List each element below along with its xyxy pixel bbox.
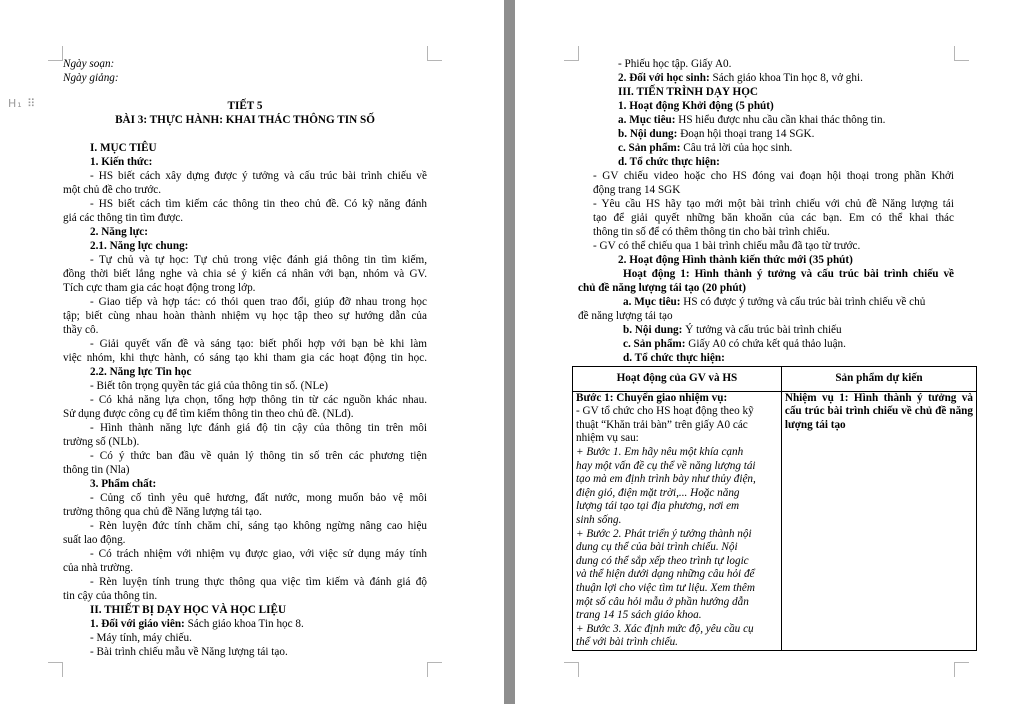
subsection-heading: 2.2. Năng lực Tin học [90,366,192,378]
text-line: giá các thông tin tìm được. [63,212,184,224]
text-line: - Biết tôn trọng quyền tác giả của thông tin số. (NLe) [90,380,328,392]
text-line: động trang 14 SGK [593,184,681,196]
cell-line: điện gió, điện mặt trời,... Hoặc năng [576,486,740,499]
text-line: - HS biết cách xây dựng được ý tưởng và cấu trúc bài trình chiếu về [90,170,427,182]
label: b. Nội dung: [623,324,683,336]
text-line: của nhà trường. [63,562,134,574]
text: Sách giáo khoa Tin học 8. [184,618,304,630]
subsection-heading: d. Tổ chức thực hiện: [623,352,725,364]
text-line: - Hình thành năng lực đánh giá độ tin cậy của thông tin trên môi [90,422,427,434]
section-heading: I. MỤC TIÊU [90,142,157,154]
text-line: đồng thời biết lắng nghe và chia sẻ ý kiến cá nhân với bạn, nhóm và GV. [63,268,427,280]
table-row [573,391,977,650]
text-line [618,113,885,127]
table-cell-product [781,391,976,650]
activity-table [572,366,977,651]
cell-line: thuật “Khăn trải bàn” trên giấy A0 các [576,418,748,431]
subsection-heading: 2.1. Năng lực chung: [90,240,189,252]
lesson-period: TIẾT 5 [227,100,263,112]
label: c. Sản phẩm: [623,338,686,350]
text-line [623,295,925,309]
text-line: việc nhóm, khi thực hành, có sáng tạo khi tham gia các hoạt động tin học. [63,352,427,364]
crop-mark [427,46,442,61]
text-line: thầy cô. [63,324,99,336]
label: 1. Đối với giáo viên: [90,618,185,630]
crop-mark [48,662,63,677]
text-line: tạo để giải quyết những băn khoăn của các bạn. Em có thể khai thác [593,212,954,224]
text-line: - GV có thể chiếu qua 1 bài trình chiếu mẫu đã tạo từ trước. [593,240,861,252]
text-line: Sử dụng được công cụ để tìm kiếm thông tin theo chủ đề. (NLd). [63,408,354,420]
crop-mark [954,46,969,61]
text-line: - Máy tính, máy chiếu. [90,632,192,644]
text-line [623,323,842,337]
text-line: suất lao động. [63,534,126,546]
label: 2. Đối với học sinh: [618,72,710,84]
section-heading: II. THIẾT BỊ DẠY HỌC VÀ HỌC LIỆU [90,604,287,616]
text-line [90,617,304,631]
cell-line: + Bước 2. Phát triển ý tưởng thành nội [576,527,752,540]
text-line: một chủ đề cho trước. [63,184,162,196]
subsection-heading: 2. Hoạt động Hình thành kiến thức mới (35 phút) [618,254,853,266]
subsection-heading: 2. Năng lực: [90,226,148,238]
heading-drag-handle-icon[interactable]: H₁ ⠿ [8,97,37,110]
text-line: - Giao tiếp và hợp tác: có thói quen trao đổi, giúp đỡ nhau trong học [90,296,427,308]
text-line: - Có ý thức ban đầu về quản lý thông tin số trên các phương tiện [90,450,427,462]
text-line: trường số (NLb). [63,436,140,448]
text-line: - Tự chủ và tự học: Tự chủ trong việc đánh giá thông tin tìm kiếm, [90,254,427,266]
subsection-heading: 1. Hoạt động Khởi động (5 phút) [618,100,774,112]
lesson-title: BÀI 3: THỰC HÀNH: KHAI THÁC THÔNG TIN SỐ [115,114,375,126]
text-line: thông tin (Nla) [63,464,130,476]
text: Đoạn hội thoại trang 14 SGK. [677,128,815,140]
cell-line: hay một vấn đề cụ thể về năng lượng tái [576,459,756,472]
cell-line: + Bước 1. Em hãy nêu một khía cạnh [576,445,744,458]
text-line [618,141,792,155]
text-line: thông tin số để có thêm thông tin cho bài trình chiếu. [593,226,830,238]
subsection-heading: 1. Kiến thức: [90,156,153,168]
crop-mark [48,46,63,61]
section-heading: III. TIẾN TRÌNH DẠY HỌC [618,86,758,98]
subsection-heading: Hoạt động 1: Hình thành ý tưởng và cấu trúc bài trình chiếu về [623,268,954,280]
column-header: Hoạt động của GV và HS [573,367,782,392]
text: Ý tưởng và cấu trúc bài trình chiếu [682,324,842,336]
label: a. Mục tiêu: [623,296,681,308]
subsection-heading: d. Tổ chức thực hiện: [618,156,720,168]
text-line: đề năng lượng tái tạo [578,310,673,322]
text: Giấy A0 có chứa kết quả thảo luận. [685,338,846,350]
text-line: - Phiếu học tập. Giấy A0. [618,58,732,70]
text-line: Tích cực tham gia các hoạt động trong lớp. [63,282,256,294]
text-line: - Bài trình chiếu mẫu về Năng lượng tái tạo. [90,646,288,658]
cell-line: dung có thể sắp xếp theo trình tự logic [576,554,749,567]
text-line: - Củng cố tình yêu quê hương, đất nước, mong muốn bảo vệ môi [90,492,427,504]
text-line: trường thông qua chủ đề Năng lượng tái tạo. [63,506,262,518]
label: a. Mục tiêu: [618,114,676,126]
cell-line: nhiệm vụ sau: [576,432,639,445]
text: HS có được ý tưởng và cấu trúc bài trình chiếu về chủ [680,296,926,308]
text-line: - Có trách nhiệm với nhiệm vụ được giao, với việc sử dụng máy tính [90,548,427,560]
crop-mark [954,662,969,677]
crop-mark [564,46,579,61]
text-line: - HS biết cách tìm kiếm các thông tin theo chủ đề. Có kỹ năng đánh [90,198,427,210]
text: HS hiểu được nhu cầu cần khai thác thông tin. [675,114,886,126]
table-header-row [573,367,977,392]
cell-line: và thể hiện dưới dạng những câu hỏi để [576,568,755,581]
crop-mark [427,662,442,677]
text-line: - GV chiếu video hoặc cho HS đóng vai đoạn hội thoại trong phần Khởi [593,170,954,182]
text-line: - Rèn luyện tính trung thực thông qua việc tìm kiếm và đánh giá độ [90,576,427,588]
text-line [618,127,814,141]
text-line: - Giải quyết vấn đề và sáng tạo: biết phối hợp với bạn bè khi làm [90,338,427,350]
text-line: - Yêu cầu HS hãy tạo mới một bài trình chiếu với chủ đề Năng lượng tái [593,198,954,210]
cell-line: thể với bài trình chiếu. [576,636,678,649]
cell-line: một số câu hỏi mẫu ở phần hướng dẫn [576,595,749,608]
text-line: tin cậy của thông tin. [63,590,158,602]
text-line [618,71,863,85]
cell-line: dung cụ thể của bài trình chiếu. Nội [576,541,738,554]
label: c. Sản phẩm: [618,142,681,154]
cell-line: thuận lợi cho việc tìm tư liệu. Xem thêm [576,581,755,594]
page-gap [504,0,515,704]
cell-line: lượng tái tạo tại địa phương, nơi em [576,500,740,513]
column-header: Sản phẩm dự kiến [781,367,976,392]
ngay-giang: Ngày giảng: [63,72,119,84]
document-page-right [515,0,1024,704]
subsection-heading: 3. Phẩm chất: [90,478,157,490]
cell-line: + Bước 3. Xác định mức độ, yêu cầu cụ [576,622,754,635]
table-cell-activity [573,391,782,650]
step-title: Bước 1: Chuyển giao nhiệm vụ: [576,391,728,404]
text-line: - Có khả năng lựa chọn, tổng hợp thông tin từ các nguồn khác nhau. [90,394,427,406]
label: b. Nội dung: [618,128,678,140]
cell-line: tạo mà em định trình bày như thủy điện, [576,473,756,486]
cell-line: sinh sống. [576,513,622,526]
subsection-heading: chủ đề năng lượng tái tạo (20 phút) [578,282,747,294]
ngay-soan: Ngày soạn: [63,58,115,70]
text-line [623,337,846,351]
text: Sách giáo khoa Tin học 8, vở ghi. [709,72,863,84]
document-page-left [0,0,504,704]
text-line: tập; biết cùng nhau hoàn thành nhiệm vụ học tập theo sự hướng dẫn của [63,310,427,322]
cell-line: trang 14 15 sách giáo khoa. [576,609,702,622]
crop-mark [564,662,579,677]
text: Câu trả lời của học sinh. [680,142,793,154]
expected-product: Nhiệm vụ 1: Hình thành ý tưởng và cấu trúc bài trình chiếu về chủ đề năng lượng tái tạo [784,391,973,431]
cell-line: - GV tổ chức cho HS hoạt động theo kỹ [576,405,754,418]
text-line: - Rèn luyện đức tính chăm chỉ, sáng tạo không ngừng nâng cao hiệu [90,520,427,532]
